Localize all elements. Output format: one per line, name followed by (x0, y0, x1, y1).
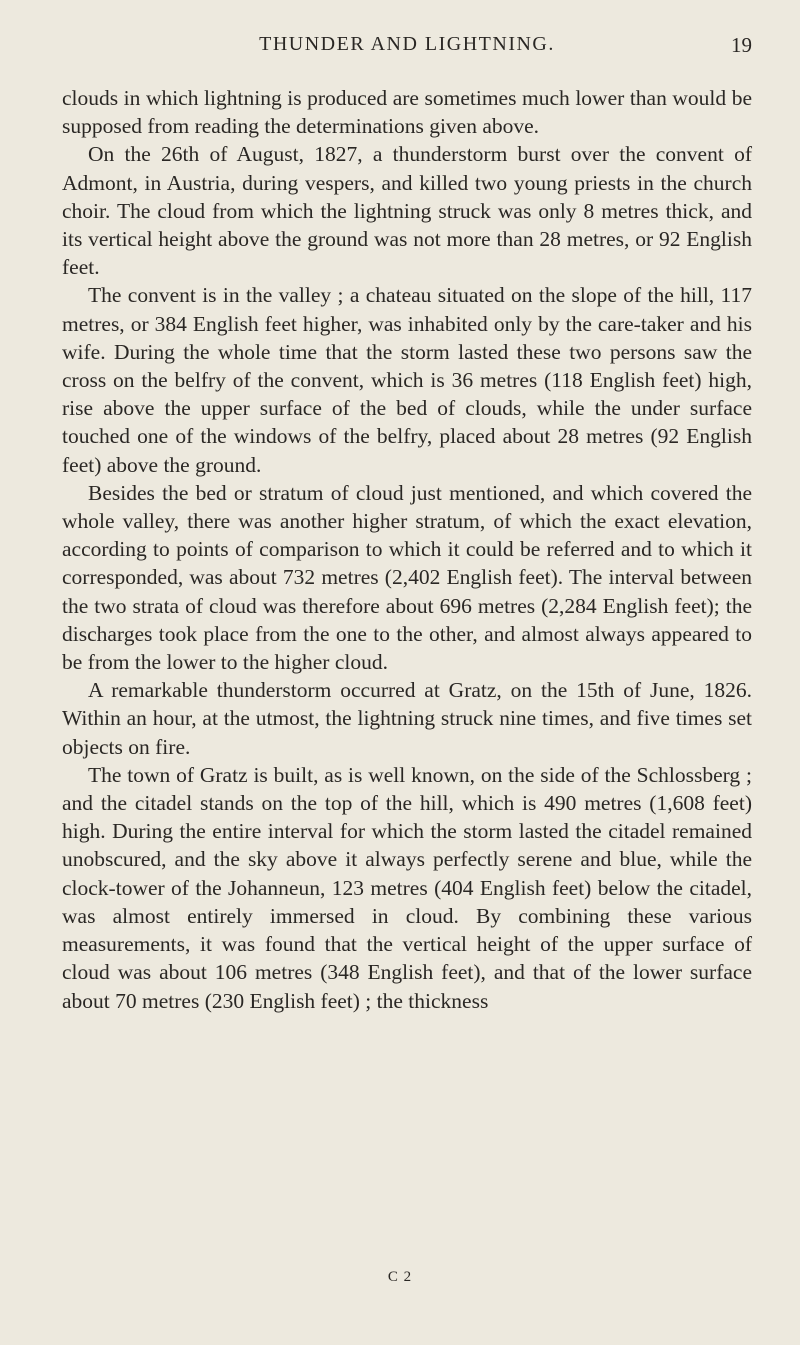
page-number: 19 (731, 33, 752, 57)
paragraph-admont-storm: On the 26th of August, 1827, a thunderstorm burst over the convent of Admont, in Austria, during vespers, and killed two young priests in the church choir. The cloud from which the lightning struck was only 8 metres thick, and its vertical height above the ground was not more than 28 metres, or 92 English feet. (62, 142, 752, 280)
paragraph-gratz-citadel: The town of Gratz is built, as is well known, on the side of the Schlossberg ; and the citadel stands on the top of the hill, which is 490 metres (1,608 feet) high. During the entire interval for which the storm lasted the citadel remained unobscured, and the sky above it always perfectly serene and blue, while the clock-tower of the Johanneun, 123 metres (404 English feet) below the citadel, was almost entirely immersed in cloud. By combining these various measurements, it was found that the vertical height of the upper surface of cloud was about 106 metres (348 English feet), and that of the lower surface about 70 metres (230 English feet) ; the thickness (62, 762, 752, 1013)
running-title: THUNDER AND LIGHTNING. (259, 33, 555, 55)
paragraph-gratz-storm: A remarkable thunderstorm occurred at Gratz, on the 15th of June, 1826. Within an hour, at the utmost, the lightning struck nine times, and five times set objects on fire. (62, 678, 752, 759)
paragraph-convent-valley: The convent is in the valley ; a chateau situated on the slope of the hill, 117 metres, or 384 English feet higher, was inhabited only by the care-taker and his wife. During the whole time that the storm lasted these two persons saw the cross on the belfry of the convent, which is 36 metres (118 English feet) high, rise above the upper surface of the bed of clouds, while the under surface touched one of the windows of the belfry, placed about 28 metres (92 English feet) above the ground. (62, 283, 752, 477)
paragraph-higher-stratum: Besides the bed or stratum of cloud just mentioned, and which covered the whole valley, there was another higher stratum, of which the exact elevation, according to points of comparison to which it could be referred and to which it corresponded, was about 732 metres (2,402 English feet). The interval between the two strata of cloud was therefore about 696 metres (2,284 English feet); the discharges took place from the one to the other, and almost always appeared to be from the lower to the higher cloud. (62, 480, 752, 675)
signature-mark: C 2 (387, 1269, 413, 1285)
running-head (62, 33, 752, 63)
paragraph-continuation: clouds in which lightning is produced are sometimes much lower than would be supposed from reading the determinations given above. (62, 86, 752, 139)
body-text (62, 84, 752, 1015)
